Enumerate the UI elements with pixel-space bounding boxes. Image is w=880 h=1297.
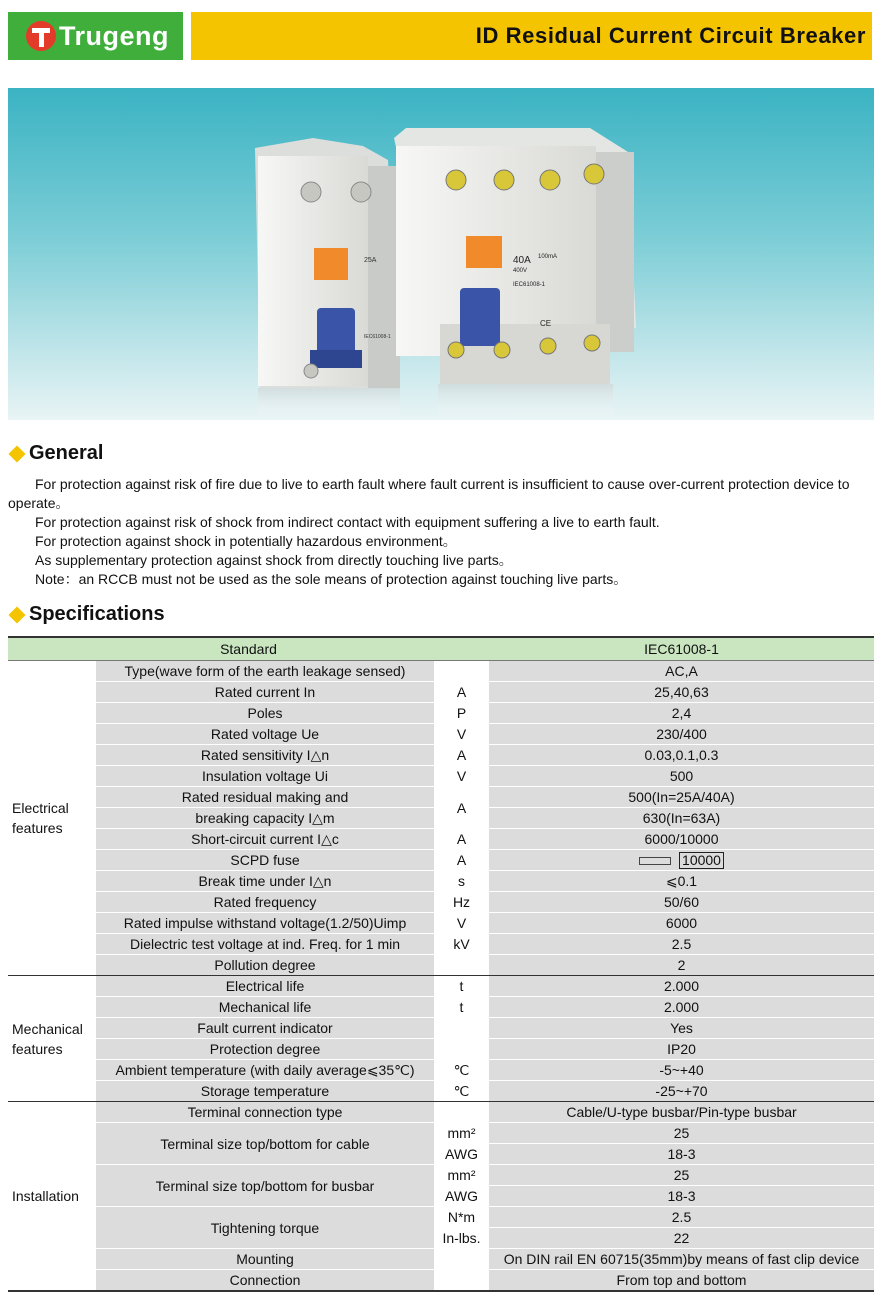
table-row [8,1102,874,1123]
row-label: Protection degree [96,1039,434,1060]
row-value: 230/400 [489,724,874,745]
row-unit: A [434,682,489,703]
general-line: For protection against risk of fire due to live to earth fault where fault current is insufficient to cause over-current protection device to operate。 [8,476,850,511]
row-label: Poles [96,703,434,724]
general-line: For protection against risk of shock from indirect contact with equipment suffering a live to earth fault. [35,514,660,530]
row-label: Electrical life [96,976,434,997]
row-unit: ℃ [434,1081,489,1102]
row-label: Type(wave form of the earth leakage sensed) [96,661,434,682]
row-value: 2.5 [489,934,874,955]
row-value: -25~+70 [489,1081,874,1102]
row-unit [434,1102,489,1123]
fuse-icon [639,857,671,865]
row-unit: A [434,787,489,829]
row-value: 630(In=63A) [489,808,874,829]
row-label: Insulation voltage Ui [96,766,434,787]
row-value: From top and bottom [489,1270,874,1292]
table-row [8,766,874,787]
row-label: Rated current In [96,682,434,703]
row-value: 500(In=25A/40A) [489,787,874,808]
diamond-bullet-icon [9,445,26,462]
table-row [8,1207,874,1228]
row-value: 18-3 [489,1144,874,1165]
row-value: 25 [489,1123,874,1144]
table-row [8,682,874,703]
row-unit: V [434,766,489,787]
row-value: On DIN rail EN 60715(35mm)by means of fast clip device [489,1249,874,1270]
row-unit: kV [434,934,489,955]
specifications-heading-text: Specifications [29,603,165,625]
standard-label: Standard [8,637,489,661]
row-unit: V [434,913,489,934]
large-breaker-rating: 40A [513,255,531,266]
row-unit: t [434,997,489,1018]
row-label: Dielectric test voltage at ind. Freq. for 1 min [96,934,434,955]
row-value: 2 [489,955,874,976]
row-unit: s [434,871,489,892]
row-value: 2.5 [489,1207,874,1228]
row-value: Yes [489,1018,874,1039]
row-value: 2.000 [489,976,874,997]
row-value: 25,40,63 [489,682,874,703]
table-row [8,661,874,682]
row-label: Storage temperature [96,1081,434,1102]
product-photo [8,88,874,420]
row-unit: A [434,829,489,850]
row-unit: mm² [434,1123,489,1144]
group-mechanical: Mechanical features [8,976,96,1102]
large-breaker-voltage: 400V [513,268,528,274]
row-label: Fault current indicator [96,1018,434,1039]
row-unit: AWG [434,1144,489,1165]
row-unit [434,661,489,682]
row-value: -5~+40 [489,1060,874,1081]
row-unit: ℃ [434,1060,489,1081]
row-label: breaking capacity I△m [96,808,434,829]
row-label: Rated voltage Ue [96,724,434,745]
row-unit: A [434,745,489,766]
large-breaker-sensitivity: 100mA [538,254,558,260]
row-unit [434,1018,489,1039]
page-title: ID Residual Current Circuit Breaker [475,23,866,48]
row-unit [434,1039,489,1060]
row-label: Mechanical life [96,997,434,1018]
row-label: Rated residual making and [96,787,434,808]
table-header-row [8,637,874,661]
table-row [8,976,874,997]
table-row [8,955,874,976]
large-breaker-standard: IEC61008-1 [513,282,546,288]
table-row [8,724,874,745]
row-value: 6000/10000 [489,829,874,850]
row-label: Terminal size top/bottom for cable [96,1123,434,1165]
row-value: 6000 [489,913,874,934]
row-value: 2.000 [489,997,874,1018]
row-label: Ambient temperature (with daily average⩽35℃) [96,1060,434,1081]
row-label: Break time under I△n [96,871,434,892]
row-unit: In-lbs. [434,1228,489,1249]
two-pole-breaker [255,138,400,420]
row-label: Connection [96,1270,434,1292]
row-unit: V [434,724,489,745]
table-row [8,871,874,892]
table-row [8,997,874,1018]
table-row [8,703,874,724]
small-breaker-standard: IEC61008-1 [364,334,391,340]
row-unit: A [434,850,489,871]
row-value: 500 [489,766,874,787]
ce-mark: CE [540,319,552,328]
row-label: Rated frequency [96,892,434,913]
row-value: ⩽0.1 [489,871,874,892]
table-row [8,1249,874,1270]
general-description [8,475,878,589]
row-label: Tightening torque [96,1207,434,1249]
four-pole-breaker [394,128,636,420]
diamond-bullet-icon [9,606,26,623]
row-label: Pollution degree [96,955,434,976]
row-unit [434,955,489,976]
table-row [8,745,874,766]
row-value: 25 [489,1165,874,1186]
row-value: Cable/U-type busbar/Pin-type busbar [489,1102,874,1123]
table-row [8,1165,874,1186]
row-label: Mounting [96,1249,434,1270]
row-value: IP20 [489,1039,874,1060]
fuse-rating: 10000 [679,852,724,869]
row-unit [434,1249,489,1270]
table-row [8,1018,874,1039]
table-row [8,934,874,955]
title-banner [191,12,872,60]
row-value: 0.03,0.1,0.3 [489,745,874,766]
group-installation: Installation [8,1102,96,1292]
row-label: Terminal connection type [96,1102,434,1123]
row-label: SCPD fuse [96,850,434,871]
general-line: As supplementary protection against shock from directly touching live parts。 [35,552,513,568]
row-unit: N*m [434,1207,489,1228]
row-label: Short-circuit current I△c [96,829,434,850]
row-value: 2,4 [489,703,874,724]
row-label: Terminal size top/bottom for busbar [96,1165,434,1207]
row-value: 18-3 [489,1186,874,1207]
general-line: For protection against shock in potentially hazardous environment。 [35,533,457,549]
row-value [489,850,874,871]
general-heading-text: General [29,442,104,464]
trugeng-logo-icon [26,21,56,51]
table-row [8,1123,874,1144]
table-row [8,850,874,871]
table-row [8,1039,874,1060]
table-row [8,787,874,808]
table-row [8,1081,874,1102]
row-unit: Hz [434,892,489,913]
row-unit: mm² [434,1165,489,1186]
row-label: Rated impulse withstand voltage(1.2/50)Uimp [96,913,434,934]
general-heading [8,442,103,465]
table-row [8,1270,874,1292]
specifications-heading [8,603,165,626]
table-row [8,913,874,934]
rccb-product-illustration [8,88,874,420]
row-unit: AWG [434,1186,489,1207]
table-row [8,1060,874,1081]
small-breaker-label: 25A [364,257,377,264]
table-row [8,892,874,913]
row-unit [434,1270,489,1292]
row-value: AC,A [489,661,874,682]
row-label: Rated sensitivity I△n [96,745,434,766]
brand-logo [8,12,183,60]
brand-name: Trugeng [59,20,169,51]
group-electrical: Electrical features [8,661,96,976]
specifications-table [8,636,874,1292]
standard-value: IEC61008-1 [489,637,874,661]
table-row [8,829,874,850]
row-unit: P [434,703,489,724]
row-unit: t [434,976,489,997]
row-value: 22 [489,1228,874,1249]
row-value: 50/60 [489,892,874,913]
general-line: Note：an RCCB must not be used as the sole means of protection against touching live parts。 [35,571,628,587]
